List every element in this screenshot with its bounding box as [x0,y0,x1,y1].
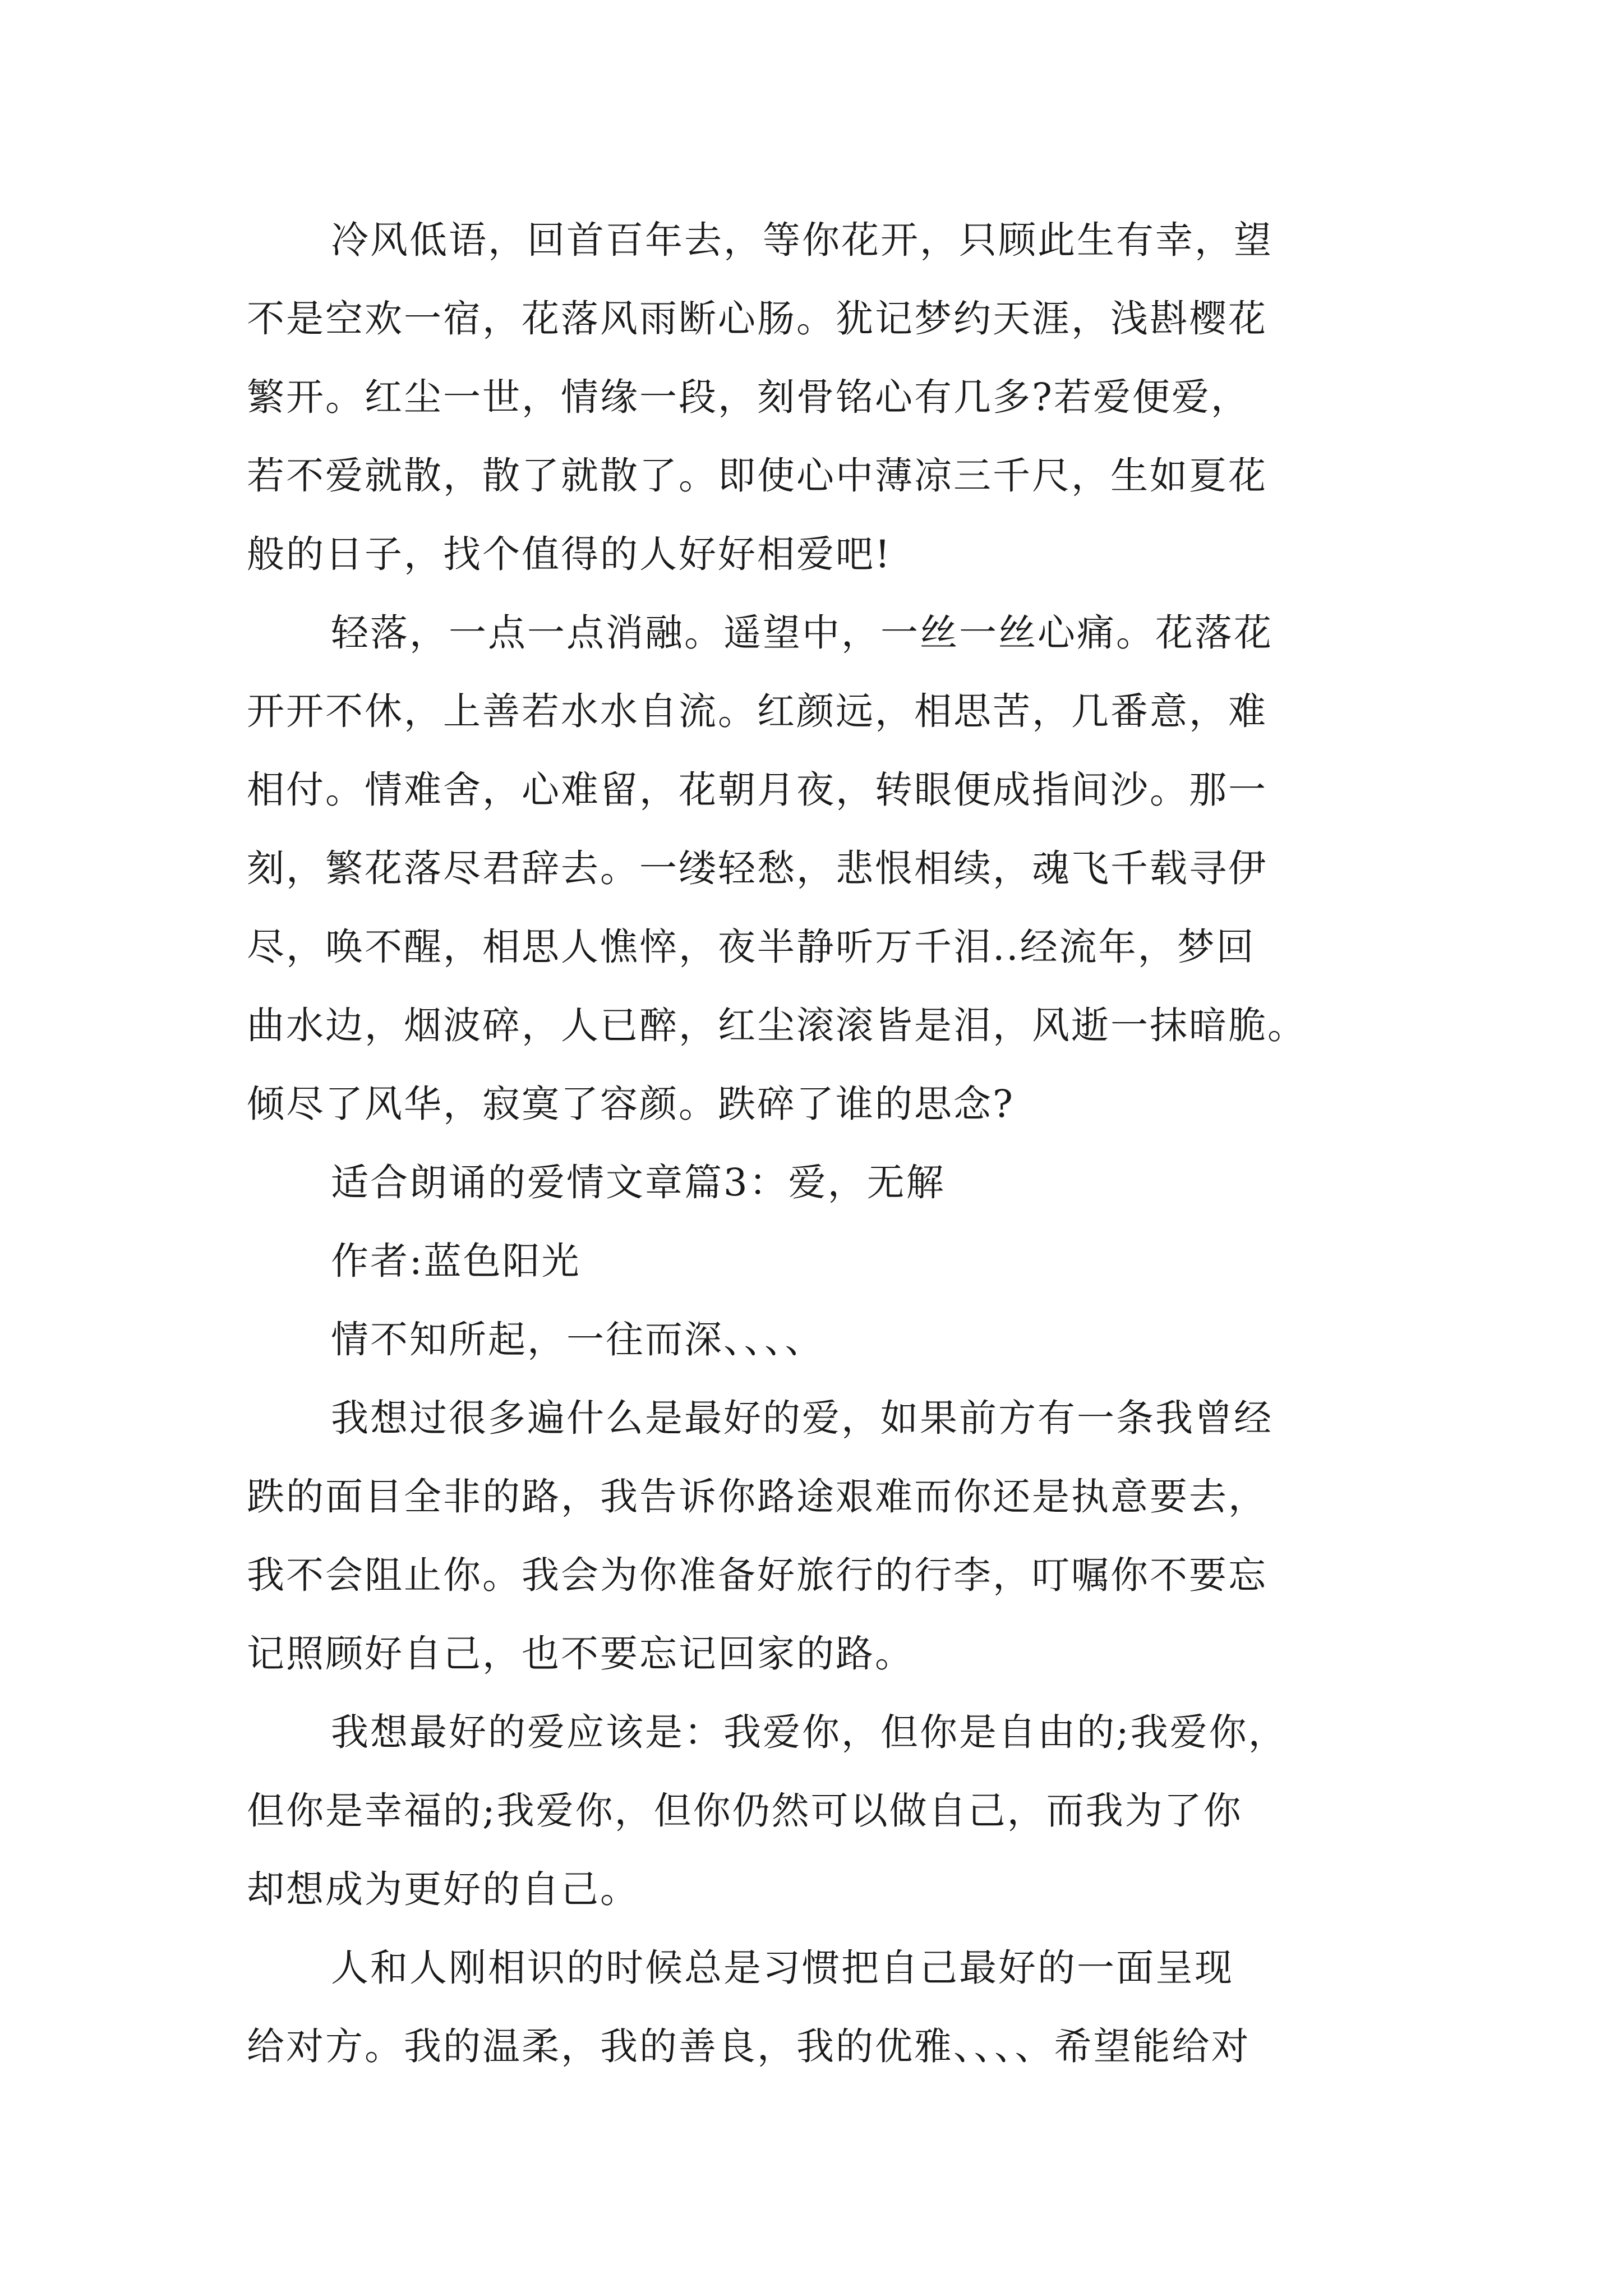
text-line: 相付。情难舍，心难留，花朝月夜，转眼便成指间沙。那一 [247,768,1267,812]
text-line: 却想成为更好的自己。 [247,1867,639,1911]
author-text: 作者:蓝色阳光 [331,1239,581,1283]
text-line: 人和人刚相识的时候总是习惯把自己最好的一面呈现 [331,1946,1234,1990]
text-line: 记照顾好自己，也不要忘记回家的路。 [247,1632,914,1676]
text-line: 繁开。红尘一世，情缘一段，刻骨铭心有几多?若爱便爱， [247,375,1250,419]
text-line: 倾尽了风华，寂寞了容颜。跌碎了谁的思念? [247,1082,1015,1126]
paragraph-2 [247,593,1391,1143]
text-line: 刻，繁花落尽君辞去。一缕轻愁，悲恨相续，魂飞千载寻伊 [247,846,1267,890]
article-body [247,201,1391,2086]
text-line: 轻落，一点一点消融。遥望中，一丝一丝心痛。花落花 [331,611,1273,655]
text-line: 我不会阻止你。我会为你准备好旅行的行李，叮嘱你不要忘 [247,1553,1267,1597]
heading-text: 适合朗诵的爱情文章篇3：爱，无解 [331,1161,946,1204]
text-line: 给对方。我的温柔，我的善良，我的优雅、、、、希望能给对 [247,2024,1251,2068]
epigraph-text: 情不知所起，一往而深、、、、 [331,1318,824,1361]
paragraph-1 [247,201,1391,593]
paragraph-4 [247,1693,1391,1929]
epigraph [247,1300,1391,1379]
text-line: 不是空欢一宿，花落风雨断心肠。犹记梦约天涯，浅斟樱花 [247,297,1267,341]
paragraph-5 [247,1929,1391,2086]
text-line: 我想最好的爱应该是：我爱你，但你是自由的;我爱你， [331,1710,1288,1754]
text-line: 开开不休，上善若水水自流。红颜远，相思苦，几番意，难 [247,689,1267,733]
text-line: 般的日子，找个值得的人好好相爱吧! [247,532,892,576]
text-line: 跌的面目全非的路，我告诉你路途艰难而你还是执意要去， [247,1475,1267,1519]
section-heading [247,1143,1391,1222]
text-line: 若不爱就散，散了就散了。即使心中薄凉三千尺，生如夏花 [247,454,1267,498]
text-line: 曲水边，烟波碎，人已醉，红尘滚滚皆是泪，风逝一抹暗脆。 [247,1004,1307,1047]
text-line: 但你是幸福的;我爱你，但你仍然可以做自己，而我为了你 [247,1789,1243,1833]
text-line: 尽，唤不醒，相思人憔悴，夜半静听万千泪..经流年，梦回 [247,925,1256,969]
text-line: 冷风低语，回首百年去，等你花开，只顾此生有幸，望 [331,218,1273,262]
paragraph-3 [247,1379,1391,1693]
text-line: 我想过很多遍什么是最好的爱，如果前方有一条我曾经 [331,1396,1273,1440]
author-line [247,1222,1391,1300]
